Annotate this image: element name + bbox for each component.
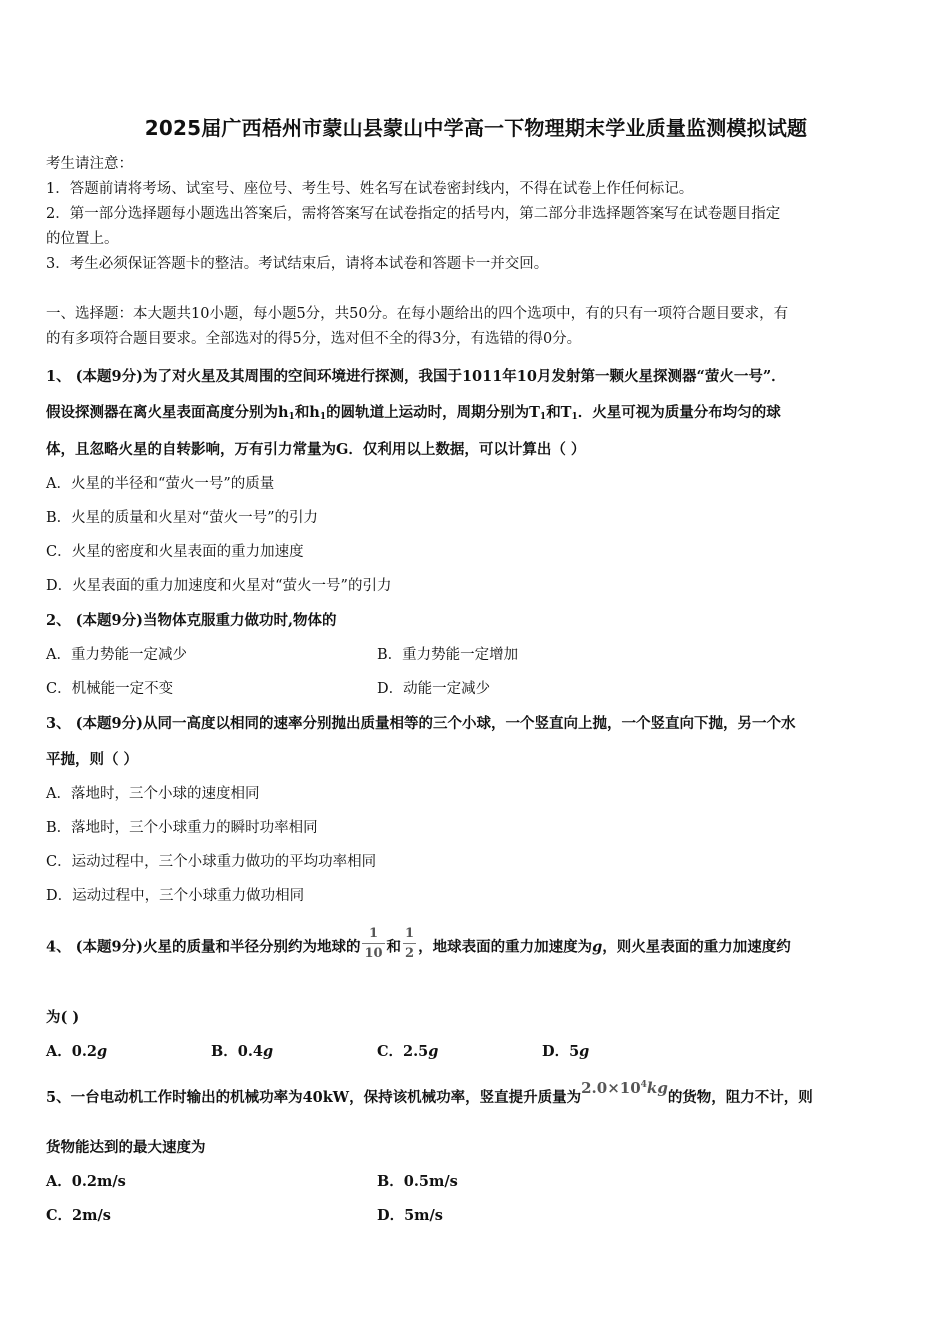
mass-base: 2.0×10 bbox=[581, 1079, 641, 1097]
stem-text: 和 bbox=[386, 938, 402, 956]
question-1-stem: 1、 (本题9分)为了对火星及其周围的空间环境进行探测，我国于1011年10月发射第一颗火星探测器“萤火一号”． bbox=[46, 368, 786, 385]
stem-text: ，则火星表面的重力加速度约 bbox=[602, 938, 791, 956]
fraction-one-tenth bbox=[362, 926, 384, 961]
notice-item: 1．答题前请将考场、试室号、座位号、考生号、姓名写在试卷密封线内，不得在试卷上作任何标记。 bbox=[46, 181, 694, 197]
option-label: A．0.2 bbox=[46, 1043, 97, 1060]
stem-text: 和h bbox=[294, 404, 320, 421]
subscript: 1 bbox=[319, 412, 327, 422]
option-unit: g bbox=[262, 1043, 274, 1060]
gravity-symbol: g bbox=[592, 938, 603, 956]
option-label: D．5 bbox=[542, 1043, 580, 1060]
question-2-stem: 2、 (本题9分)当物体克服重力做功时,物体的 bbox=[46, 612, 337, 629]
option-c[interactable]: C．2m/s bbox=[46, 1207, 111, 1224]
option-c[interactable]: C．机械能一定不变 bbox=[46, 681, 174, 697]
option-d[interactable]: D．5m/s bbox=[377, 1207, 443, 1224]
stem-text: 的货物，阻力不计，则 bbox=[667, 1089, 813, 1106]
notice-item: 3．考生必须保证答题卡的整洁。考试结束后，请将本试卷和答题卡一并交回。 bbox=[46, 256, 549, 272]
question-4-stem bbox=[46, 926, 791, 965]
fraction-bar bbox=[403, 943, 416, 944]
option-unit: g bbox=[428, 1043, 439, 1060]
fraction-denominator: 10 bbox=[364, 946, 383, 961]
option-a[interactable]: A．重力势能一定减少 bbox=[46, 647, 187, 663]
notice-item: 的位置上。 bbox=[46, 231, 119, 247]
option-b[interactable] bbox=[211, 1040, 273, 1061]
stem-text: 假设探测器在离火星表面高度分别为h bbox=[46, 404, 289, 421]
option-a[interactable] bbox=[46, 1040, 107, 1061]
fraction-one-half bbox=[403, 926, 416, 961]
notice-heading: 考生请注意： bbox=[46, 156, 133, 172]
option-d[interactable]: D．运动过程中，三个小球重力做功相同 bbox=[46, 888, 305, 904]
option-d[interactable]: D．火星表面的重力加速度和火星对“萤火一号”的引力 bbox=[46, 578, 392, 594]
option-b[interactable]: B．0.5m/s bbox=[377, 1173, 458, 1190]
option-a[interactable]: A．落地时，三个小球的速度相同 bbox=[46, 786, 260, 802]
option-b[interactable]: B．落地时，三个小球重力的瞬时功率相同 bbox=[46, 820, 318, 836]
section-intro: 一、选择题：本大题共10小题，每小题5分，共50分。在每小题给出的四个选项中，有的只有一项符合题目要求，有 bbox=[46, 306, 789, 322]
question-5-stem: 货物能达到的最大速度为 bbox=[46, 1139, 206, 1156]
mass-expression bbox=[581, 1079, 668, 1097]
subscript: 1 bbox=[571, 412, 578, 422]
fraction-bar bbox=[362, 943, 384, 944]
fraction-denominator: 2 bbox=[405, 946, 415, 961]
option-a[interactable]: A．火星的半径和“萤火一号”的质量 bbox=[46, 476, 275, 492]
notice-item: 2．第一部分选择题每小题选出答案后，需将答案写在试卷指定的括号内，第二部分非选择题答案写在试卷题目指定 bbox=[46, 206, 781, 222]
section-intro: 的有多项符合题目要求。全部选对的得5分，选对但不全的得3分，有选错的得0分。 bbox=[46, 331, 582, 347]
stem-text: 和T bbox=[546, 404, 572, 421]
question-5-stem bbox=[46, 1079, 813, 1107]
option-b[interactable]: B．火星的质量和火星对“萤火一号”的引力 bbox=[46, 510, 318, 526]
option-unit: g bbox=[96, 1043, 108, 1060]
option-unit: g bbox=[579, 1043, 590, 1060]
stem-text: 的圆轨道上运动时，周期分别为T bbox=[326, 404, 540, 421]
stem-text: 4、 (本题9分)火星的质量和半径分别约为地球的 bbox=[46, 938, 361, 956]
subscript: 1 bbox=[539, 412, 547, 422]
question-1-stem: 体，且忽略火星的自转影响，万有引力常量为G．仅利用以上数据，可以计算出（ ） bbox=[46, 441, 586, 458]
subscript: 1 bbox=[288, 412, 295, 422]
stem-text: ．火星可视为质量分布均匀的球 bbox=[577, 404, 781, 421]
fraction-numerator: 1 bbox=[368, 926, 379, 941]
option-c[interactable] bbox=[377, 1040, 438, 1061]
option-c[interactable]: C．运动过程中，三个小球重力做功的平均功率相同 bbox=[46, 854, 377, 870]
option-label: B．0.4 bbox=[211, 1043, 263, 1060]
mass-exponent: 4 bbox=[640, 1080, 647, 1090]
question-3-stem: 平抛，则（ ） bbox=[46, 751, 139, 768]
question-3-stem: 3、 (本题9分)从同一高度以相同的速率分别抛出质量相等的三个小球，一个竖直向上抛，一个竖直向下抛，另一个水 bbox=[46, 715, 796, 732]
exam-title: 2025届广西梧州市蒙山县蒙山中学高一下物理期末学业质量监测模拟试题 bbox=[144, 116, 808, 140]
option-c[interactable]: C．火星的密度和火星表面的重力加速度 bbox=[46, 544, 304, 560]
stem-text: ，地球表面的重力加速度为 bbox=[418, 938, 593, 956]
fraction-numerator: 1 bbox=[405, 926, 415, 941]
question-1-stem bbox=[46, 401, 781, 422]
option-d[interactable]: D．动能一定减少 bbox=[377, 681, 491, 697]
option-d[interactable] bbox=[542, 1040, 589, 1061]
option-label: C．2.5 bbox=[377, 1043, 429, 1060]
mass-unit: kg bbox=[646, 1079, 668, 1097]
stem-text: 5、一台电动机工作时输出的机械功率为40kW，保持该机械功率，竖直提升质量为 bbox=[46, 1089, 582, 1106]
option-b[interactable]: B．重力势能一定增加 bbox=[377, 647, 519, 663]
question-4-stem: 为( ) bbox=[46, 1009, 80, 1026]
option-a[interactable]: A．0.2m/s bbox=[46, 1173, 126, 1190]
